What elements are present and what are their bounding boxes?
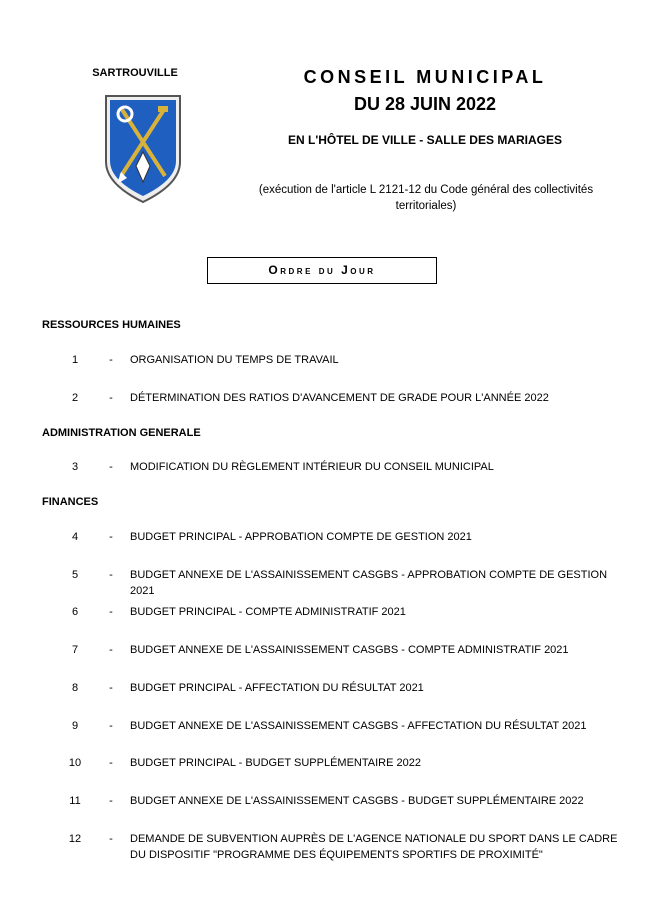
title-conseil: CONSEIL MUNICIPAL [303,67,547,87]
item-text: DEMANDE DE SUBVENTION AUPRÈS DE L'AGENCE NATIONALE DU SPORT DANS LE CADRE DU DISPOSITIF "PROGRAMME DES ÉQUIPEMENTS SPORTIFS DE PROXIMITÉ" [130,833,618,861]
item-number: 9 [71,720,79,732]
venue: EN L'HÔTEL DE VILLE - SALLE DES MARIAGES [288,133,562,147]
item-dash: - [109,354,113,366]
item-number: 1 [71,354,79,366]
item-number: 11 [69,795,81,807]
item-number: 2 [71,392,79,404]
item-dash: - [109,757,113,769]
item-number: 7 [71,644,79,656]
section-title: ADMINISTRATION GENERALE [42,427,201,439]
item-number: 4 [71,531,79,543]
section-title: RESSOURCES HUMAINES [42,319,181,331]
item-text: BUDGET PRINCIPAL - AFFECTATION DU RÉSULTAT 2021 [130,682,424,694]
agenda-title-box: Ordre du Jour [207,257,437,284]
item-text: BUDGET ANNEXE DE L'ASSAINISSEMENT CASGBS - BUDGET SUPPLÉMENTAIRE 2022 [130,795,584,807]
item-dash: - [109,720,113,732]
item-dash: - [109,682,113,694]
item-number: 8 [71,682,79,694]
item-text: BUDGET ANNEXE DE L'ASSAINISSEMENT CASGBS - APPROBATION COMPTE DE GESTION 2021 [130,569,608,597]
item-text: BUDGET PRINCIPAL - BUDGET SUPPLÉMENTAIRE 2022 [130,757,421,769]
item-text: ORGANISATION DU TEMPS DE TRAVAIL [130,354,339,366]
item-text: BUDGET PRINCIPAL - APPROBATION COMPTE DE GESTION 2021 [130,531,472,543]
item-number: 12 [68,833,82,845]
coat-of-arms-icon [103,92,183,204]
item-text: MODIFICATION DU RÈGLEMENT INTÉRIEUR DU CONSEIL MUNICIPAL [130,461,494,473]
item-text: DÉTERMINATION DES RATIOS D'AVANCEMENT DE GRADE POUR L'ANNÉE 2022 [130,392,549,404]
city-name: SARTROUVILLE [92,67,178,79]
item-number: 6 [71,606,79,618]
item-dash: - [109,569,113,581]
legal-note: (exécution de l'article L 2121-12 du Code général des collectivités territoriales) [258,184,594,212]
item-number: 10 [68,757,82,769]
item-dash: - [109,795,113,807]
item-text: BUDGET ANNEXE DE L'ASSAINISSEMENT CASGBS - AFFECTATION DU RÉSULTAT 2021 [130,720,587,732]
item-number: 3 [71,461,79,473]
item-dash: - [109,531,113,543]
section-title: FINANCES [42,496,99,508]
item-dash: - [109,461,113,473]
item-text: BUDGET PRINCIPAL - COMPTE ADMINISTRATIF 2021 [130,606,406,618]
item-dash: - [109,644,113,656]
item-dash: - [109,606,113,618]
item-number: 5 [71,569,79,581]
item-dash: - [109,392,113,404]
title-date: DU 28 JUIN 2022 [353,94,497,114]
item-text: BUDGET ANNEXE DE L'ASSAINISSEMENT CASGBS - COMPTE ADMINISTRATIF 2021 [130,644,569,656]
item-dash: - [109,833,113,845]
